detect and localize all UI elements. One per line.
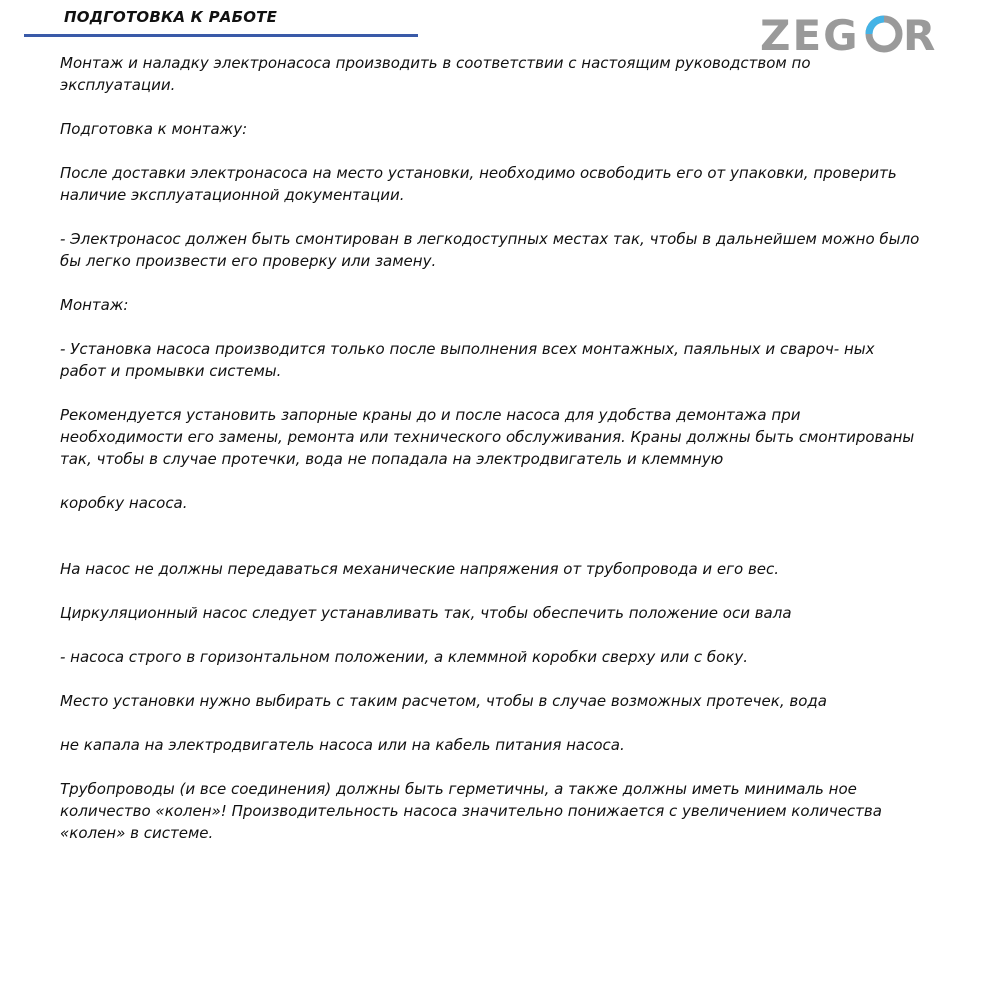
- paragraph-leak-location: Место установки нужно выбирать с таким расчетом, чтобы в случае возможных протечек, вода: [60, 692, 827, 710]
- paragraph-no-dripping: не капала на электродвигатель насоса или на кабель питания насоса.: [60, 736, 625, 754]
- subheading-mounting: Монтаж:: [60, 296, 129, 314]
- section-title: ПОДГОТОВКА К РАБОТЕ: [64, 8, 278, 26]
- paragraph-shutoff-valves: Рекомендуется установить запорные краны до и после насоса для удобства демонтажа при необходимости его замены, ремонта или технического обслуживания. Краны должны быть смонтированы так, чтобы в случае протечки, вода не попадала на электродвигатель и клеммную: [60, 406, 915, 468]
- paragraph-shaft-axis: Циркуляционный насос следует устанавливать так, чтобы обеспечить положение оси вала: [60, 604, 792, 622]
- svg-text:ZEG: ZEG: [760, 12, 860, 58]
- paragraph-terminal-box: коробку насоса.: [60, 494, 188, 512]
- body-text: [60, 52, 920, 844]
- subheading-preparation: Подготовка к монтажу:: [60, 120, 248, 138]
- paragraph-pipelines: Трубопроводы (и все соединения) должны быть герметичны, а также должны иметь минималь ное количество «колен»! Производительность насоса значительно понижается с увеличением количества «колен» в системе.: [60, 780, 882, 842]
- paragraph-mechanical-stress: На насос не должны передаваться механические напряжения от трубопровода и его вес.: [60, 560, 780, 578]
- paragraph-unpacking: После доставки электронасоса на место установки, необходимо освободить его от упаковки, проверить наличие эксплуатационной документации.: [60, 164, 897, 204]
- paragraph-accessible-mounting: - Электронасос должен быть смонтирован в легкодоступных местах так, чтобы в дальнейшем можно было бы легко произвести его проверку или замену.: [60, 230, 920, 270]
- title-underline: [24, 34, 418, 37]
- paragraph-installation-order: - Установка насоса производится только после выполнения всех монтажных, паяльных и свароч- ных работ и промывки системы.: [60, 340, 875, 380]
- svg-text:R: R: [903, 12, 936, 58]
- logo-o-ring: [869, 19, 899, 49]
- paragraph-intro: Монтаж и наладку электронасоса производить в соответствии с настоящим руководством по эксплуатации.: [60, 54, 811, 94]
- paragraph-horizontal-position: - насоса строго в горизонтальном положении, а клеммной коробки сверху или с боку.: [60, 648, 749, 666]
